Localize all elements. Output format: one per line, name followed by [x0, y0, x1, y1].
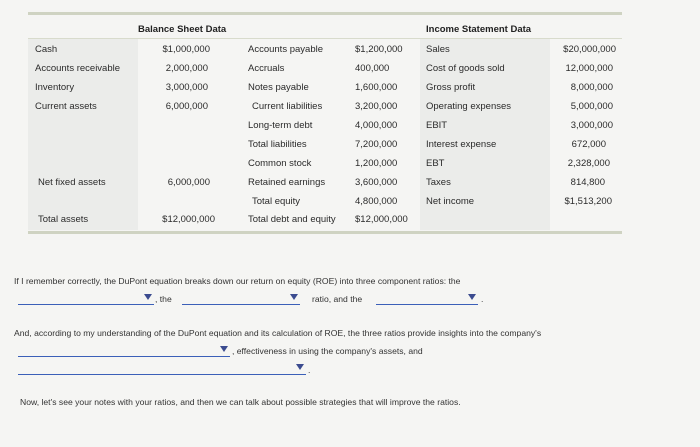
income-label: EBT [426, 158, 445, 169]
dupont-question-text: If I remember correctly, the DuPont equation breaks down our return on equity (ROE) into three component ratios: the [14, 276, 461, 286]
asset-value: 6,000,000 [165, 101, 208, 112]
liability-label: Retained earnings [248, 177, 326, 188]
balance-sheet-title: Balance Sheet Data [138, 24, 227, 35]
chevron-down-icon [144, 294, 152, 300]
income-value: 814,800 [570, 177, 605, 188]
income-value: 5,000,000 [570, 101, 613, 112]
income-value: 8,000,000 [570, 82, 613, 93]
income-label: Gross profit [426, 82, 476, 93]
ratio-2-dropdown[interactable] [182, 292, 300, 305]
insight-1-dropdown[interactable] [18, 344, 230, 357]
liability-value: 1,200,000 [355, 158, 398, 169]
asset-value: 2,000,000 [165, 63, 208, 74]
chevron-down-icon [290, 294, 298, 300]
asset-value: 6,000,000 [167, 177, 210, 188]
insights-text: And, according to my understanding of the DuPont equation and its calculation of ROE, the three ratios provide insights into the company's [14, 328, 542, 338]
income-label: Cost of goods sold [426, 63, 505, 74]
chevron-down-icon [296, 364, 304, 370]
chevron-down-icon [220, 346, 228, 352]
income-statement-title: Income Statement Data [426, 24, 532, 35]
connector-text: . [481, 294, 484, 304]
connector-text: , the [155, 294, 172, 304]
income-label: Sales [426, 44, 450, 55]
income-label: Operating expenses [426, 101, 512, 112]
liability-value: 7,200,000 [355, 139, 398, 150]
liability-label: Current liabilities [252, 101, 323, 112]
income-label: Net income [426, 196, 475, 207]
liability-value: $1,200,000 [355, 44, 403, 55]
income-label: Interest expense [426, 139, 497, 150]
table-header-rule [28, 38, 622, 39]
liability-value: $12,000,000 [355, 214, 408, 225]
asset-label: Inventory [35, 82, 75, 93]
asset-value: $12,000,000 [162, 214, 215, 225]
asset-value: 3,000,000 [165, 82, 208, 93]
liability-label: Total debt and equity [248, 214, 336, 225]
connector-text: . [308, 365, 311, 375]
income-value: $20,000,000 [563, 44, 616, 55]
connector-text: , effectiveness in using the company's assets, and [232, 346, 423, 356]
asset-label: Accounts receivable [35, 63, 121, 74]
liability-value: 4,000,000 [355, 120, 398, 131]
income-value: 672,000 [571, 139, 606, 150]
liability-value: 1,600,000 [355, 82, 398, 93]
closing-text: Now, let's see your notes with your ratios, and then we can talk about possible strategies that will improve the ratios. [20, 397, 461, 407]
liability-value: 4,800,000 [355, 196, 398, 207]
table-top-rule [28, 12, 622, 15]
income-value: 3,000,000 [570, 120, 613, 131]
chevron-down-icon [468, 294, 476, 300]
liability-label: Common stock [248, 158, 312, 169]
income-label: EBIT [426, 120, 448, 131]
asset-label: Current assets [35, 101, 97, 112]
asset-value: $1,000,000 [162, 44, 210, 55]
asset-label: Cash [35, 44, 58, 55]
ratio-3-dropdown[interactable] [376, 292, 478, 305]
liability-value: 3,600,000 [355, 177, 398, 188]
liability-label: Total equity [252, 196, 301, 207]
asset-label: Net fixed assets [38, 177, 106, 188]
liability-label: Long-term debt [248, 120, 313, 131]
liability-value: 400,000 [355, 63, 390, 74]
income-value: 2,328,000 [567, 158, 610, 169]
connector-text: ratio, and the [312, 294, 363, 304]
income-value: $1,513,200 [564, 196, 612, 207]
liability-label: Accruals [248, 63, 285, 74]
asset-label: Total assets [38, 214, 89, 225]
liability-value: 3,200,000 [355, 101, 398, 112]
income-value: 12,000,000 [565, 63, 613, 74]
liability-label: Accounts payable [248, 44, 323, 55]
income-label: Taxes [426, 177, 451, 188]
liability-label: Notes payable [248, 82, 309, 93]
liability-label: Total liabilities [248, 139, 307, 150]
insight-2-dropdown[interactable] [18, 362, 306, 375]
ratio-1-dropdown[interactable] [18, 292, 154, 305]
table-bottom-rule [28, 231, 622, 234]
